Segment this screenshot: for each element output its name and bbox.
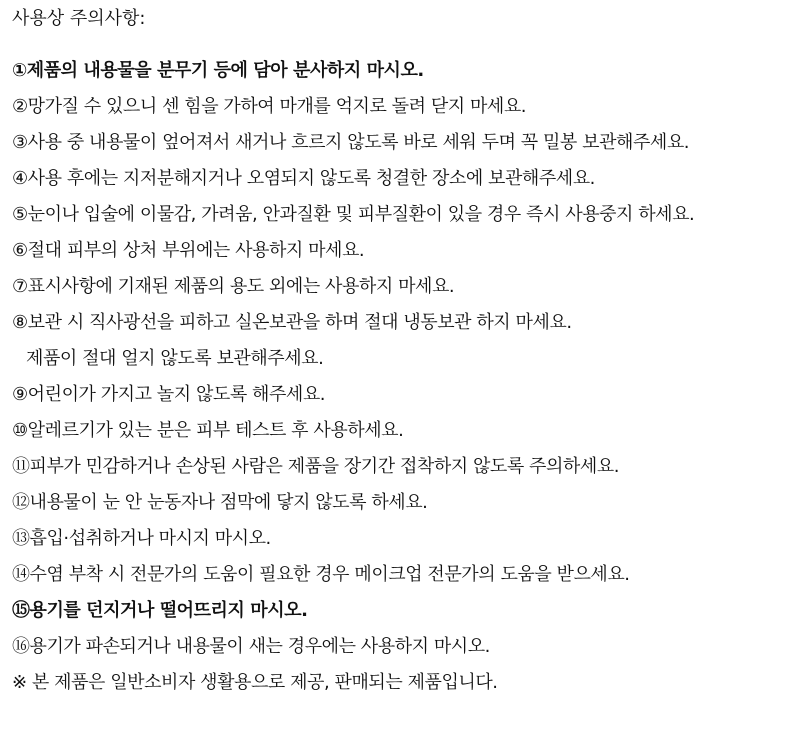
precaution-item-11: ⑪피부가 민감하거나 손상된 사람은 제품을 장기간 접착하지 않도록 주의하세요. <box>12 456 620 477</box>
precaution-item-1: ①제품의 내용물을 분무기 등에 담아 분사하지 마시오. <box>12 60 424 81</box>
precaution-item-3: ③사용 중 내용물이 엎어져서 새거나 흐르지 않도록 바로 세워 두며 꼭 밀봉 보관해주세요. <box>12 132 690 153</box>
precaution-item-12: ⑫내용물이 눈 안 눈동자나 점막에 닿지 않도록 하세요. <box>12 492 428 513</box>
precaution-item-10: ⑩알레르기가 있는 분은 피부 테스트 후 사용하세요. <box>12 420 404 441</box>
precaution-item-9: ⑨어린이가 가지고 놀지 않도록 해주세요. <box>12 384 326 405</box>
precaution-item-13: ⑬흡입·섭취하거나 마시지 마시오. <box>12 528 271 549</box>
product-note: ※ 본 제품은 일반소비자 생활용으로 제공, 판매되는 제품입니다. <box>12 672 498 693</box>
document-title: 사용상 주의사항: <box>12 8 146 29</box>
precaution-item-7: ⑦표시사항에 기재된 제품의 용도 외에는 사용하지 마세요. <box>12 276 455 297</box>
precaution-item-5: ⑤눈이나 입술에 이물감, 가려움, 안과질환 및 피부질환이 있을 경우 즉시 사용중지 하세요. <box>12 204 695 225</box>
precaution-item-6: ⑥절대 피부의 상처 부위에는 사용하지 마세요. <box>12 240 365 261</box>
usage-precautions-document <box>12 0 800 740</box>
precaution-item-14: ⑭수염 부착 시 전문가의 도움이 필요한 경우 메이크업 전문가의 도움을 받으세요. <box>12 564 630 585</box>
precaution-item-8-continuation: 제품이 절대 얼지 않도록 보관해주세요. <box>26 348 324 369</box>
precaution-item-2: ②망가질 수 있으니 센 힘을 가하여 마개를 억지로 돌려 닫지 마세요. <box>12 96 527 117</box>
precaution-item-16: ⑯용기가 파손되거나 내용물이 새는 경우에는 사용하지 마시오. <box>12 636 490 657</box>
precaution-item-4: ④사용 후에는 지저분해지거나 오염되지 않도록 청결한 장소에 보관해주세요. <box>12 168 595 189</box>
precaution-item-8: ⑧보관 시 직사광선을 피하고 실온보관을 하며 절대 냉동보관 하지 마세요. <box>12 312 572 333</box>
precaution-item-15: ⑮용기를 던지거나 떨어뜨리지 마시오. <box>12 600 308 621</box>
